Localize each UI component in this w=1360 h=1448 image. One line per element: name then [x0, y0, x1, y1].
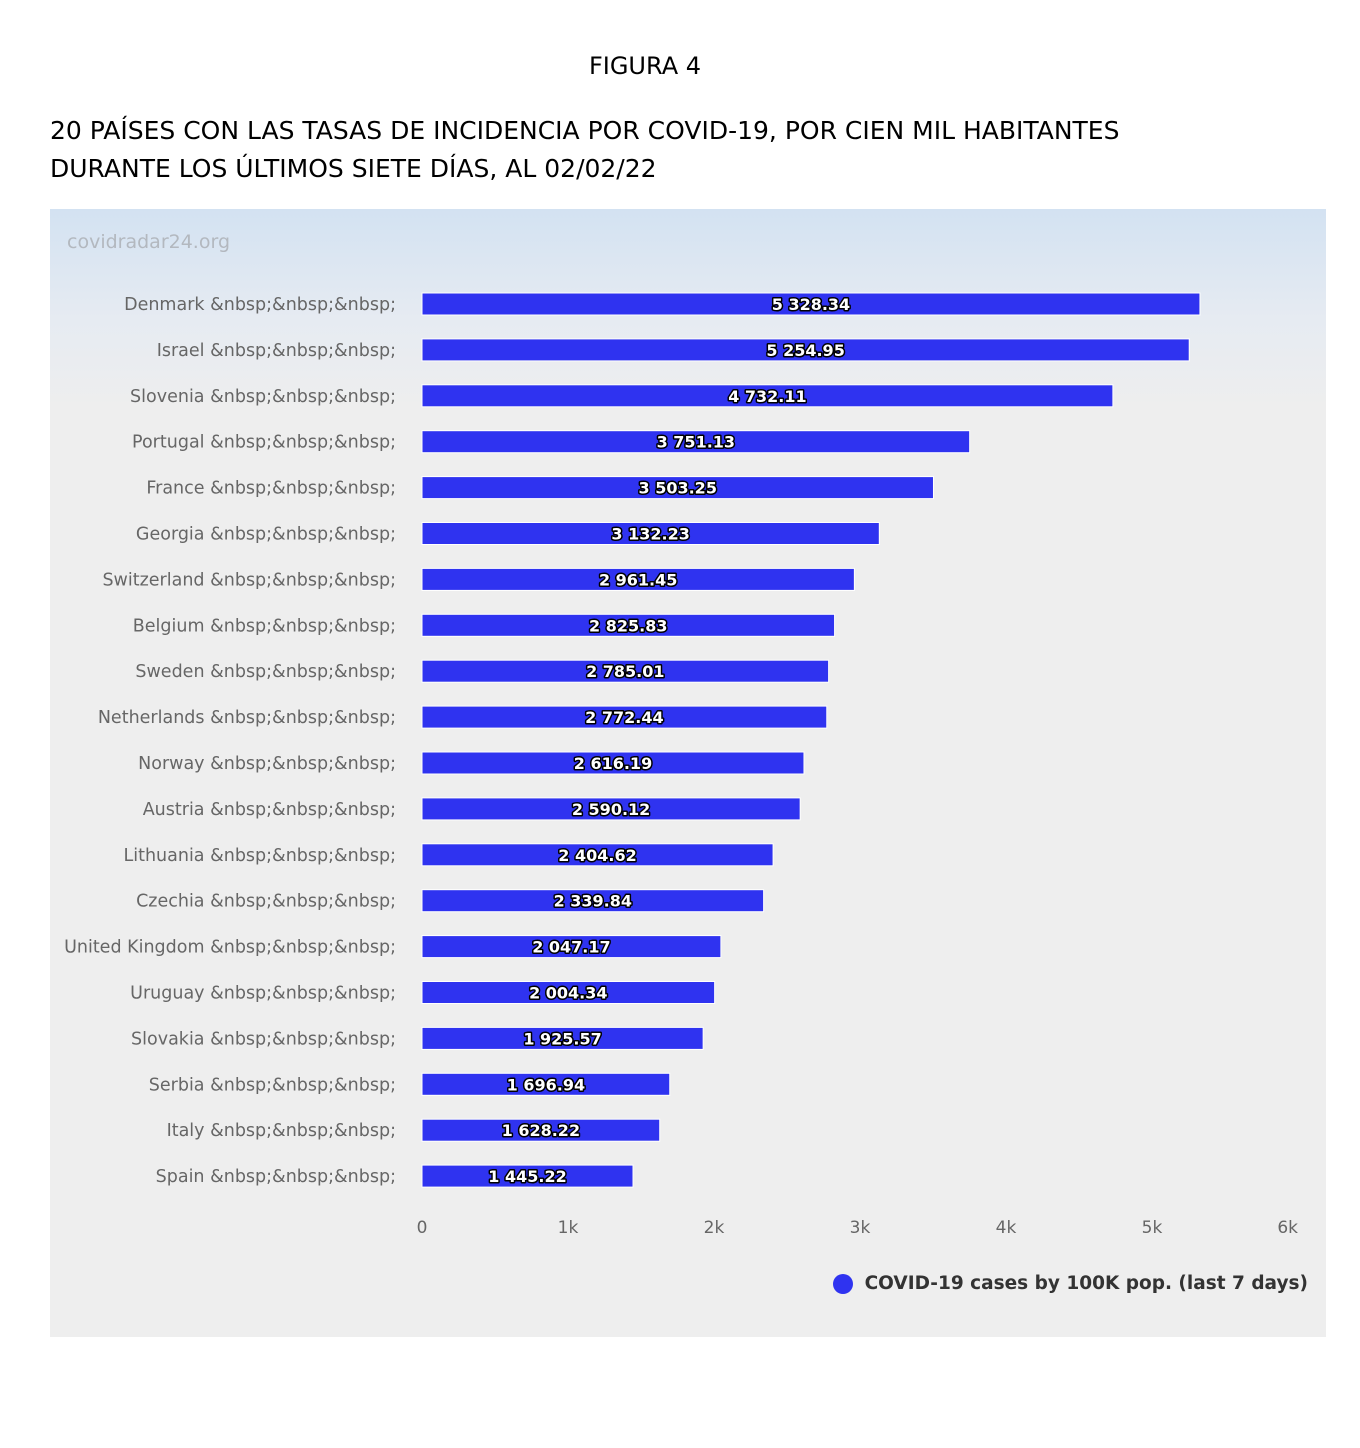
category-label: Lithuania &nbsp;&nbsp;&nbsp; [123, 845, 396, 866]
chart-source: covidradar24.org [67, 231, 231, 253]
category-label: Portugal &nbsp;&nbsp;&nbsp; [132, 432, 396, 453]
data-label: 1 925.57 [523, 1029, 602, 1049]
category-label: Italy &nbsp;&nbsp;&nbsp; [166, 1121, 396, 1142]
x-axis-ticks [417, 1218, 1299, 1238]
data-label: 2 785.01 [586, 662, 665, 682]
category-label: Sweden &nbsp;&nbsp;&nbsp; [135, 662, 396, 683]
data-label: 4 732.11 [728, 386, 807, 406]
category-label: Czechia &nbsp;&nbsp;&nbsp; [136, 891, 396, 912]
data-label: 2 825.83 [589, 616, 668, 636]
category-label: Slovakia &nbsp;&nbsp;&nbsp; [131, 1029, 396, 1050]
x-tick-label: 1k [557, 1218, 579, 1238]
figure-label: FIGURA 4 [588, 52, 702, 80]
data-label: 2 772.44 [585, 708, 664, 728]
category-labels [64, 295, 396, 1187]
data-label: 3 751.13 [656, 432, 736, 452]
legend-marker [833, 1274, 853, 1294]
category-label: France &nbsp;&nbsp;&nbsp; [146, 478, 396, 499]
x-tick-label: 4k [995, 1218, 1017, 1238]
data-label: 3 132.23 [611, 524, 690, 544]
data-label: 5 328.34 [771, 295, 851, 314]
chart-panel [50, 209, 1326, 1337]
category-label: Israel &nbsp;&nbsp;&nbsp; [156, 340, 396, 361]
figure-title-line-1: 20 PAÍSES CON LAS TASAS DE INCIDENCIA POR COVID-19, POR CIEN MIL HABITANTES [50, 116, 1120, 145]
data-label: 1 628.22 [501, 1121, 581, 1141]
category-label: Serbia &nbsp;&nbsp;&nbsp; [148, 1075, 396, 1096]
category-label: Spain &nbsp;&nbsp;&nbsp; [155, 1167, 396, 1188]
x-tick-label: 3k [849, 1218, 871, 1238]
category-label: Switzerland &nbsp;&nbsp;&nbsp; [102, 570, 396, 591]
data-label: 2 616.19 [573, 754, 653, 773]
x-tick-label: 0 [416, 1218, 428, 1238]
figure-title [50, 112, 1250, 188]
data-label: 2 404.62 [558, 845, 637, 865]
category-label: Denmark &nbsp;&nbsp;&nbsp; [124, 295, 396, 315]
data-label: 1 696.94 [506, 1075, 586, 1095]
data-label: 5 254.95 [766, 340, 845, 360]
data-label: 2 961.45 [598, 570, 678, 590]
data-labels [488, 295, 850, 1186]
category-label: Georgia &nbsp;&nbsp;&nbsp; [135, 524, 396, 545]
legend-label: COVID-19 cases by 100K pop. (last 7 days) [864, 1273, 1308, 1294]
category-label: Belgium &nbsp;&nbsp;&nbsp; [132, 616, 396, 637]
category-label: Uruguay &nbsp;&nbsp;&nbsp; [130, 983, 396, 1004]
category-label: Netherlands &nbsp;&nbsp;&nbsp; [97, 708, 396, 729]
legend[interactable] [833, 1273, 1308, 1294]
bars-layer [422, 293, 1200, 1187]
data-label: 2 339.84 [553, 891, 633, 911]
x-tick-label: 6k [1277, 1218, 1298, 1238]
category-label: Norway &nbsp;&nbsp;&nbsp; [138, 754, 396, 774]
category-label: Austria &nbsp;&nbsp;&nbsp; [142, 799, 396, 820]
data-label: 1 445.22 [488, 1167, 567, 1187]
bar-chart [50, 209, 1326, 1337]
x-tick-label: 2k [703, 1218, 725, 1238]
category-label: Slovenia &nbsp;&nbsp;&nbsp; [130, 386, 396, 407]
x-tick-label: 5k [1141, 1218, 1163, 1238]
data-label: 2 047.17 [532, 937, 611, 957]
data-label: 3 503.25 [638, 478, 717, 498]
data-label: 2 004.34 [529, 983, 608, 1003]
figure-title-line-2: DURANTE LOS ÚLTIMOS SIETE DÍAS, AL 02/02/22 [50, 154, 657, 183]
data-label: 2 590.12 [571, 799, 651, 819]
category-label: United Kingdom &nbsp;&nbsp;&nbsp; [64, 937, 396, 958]
